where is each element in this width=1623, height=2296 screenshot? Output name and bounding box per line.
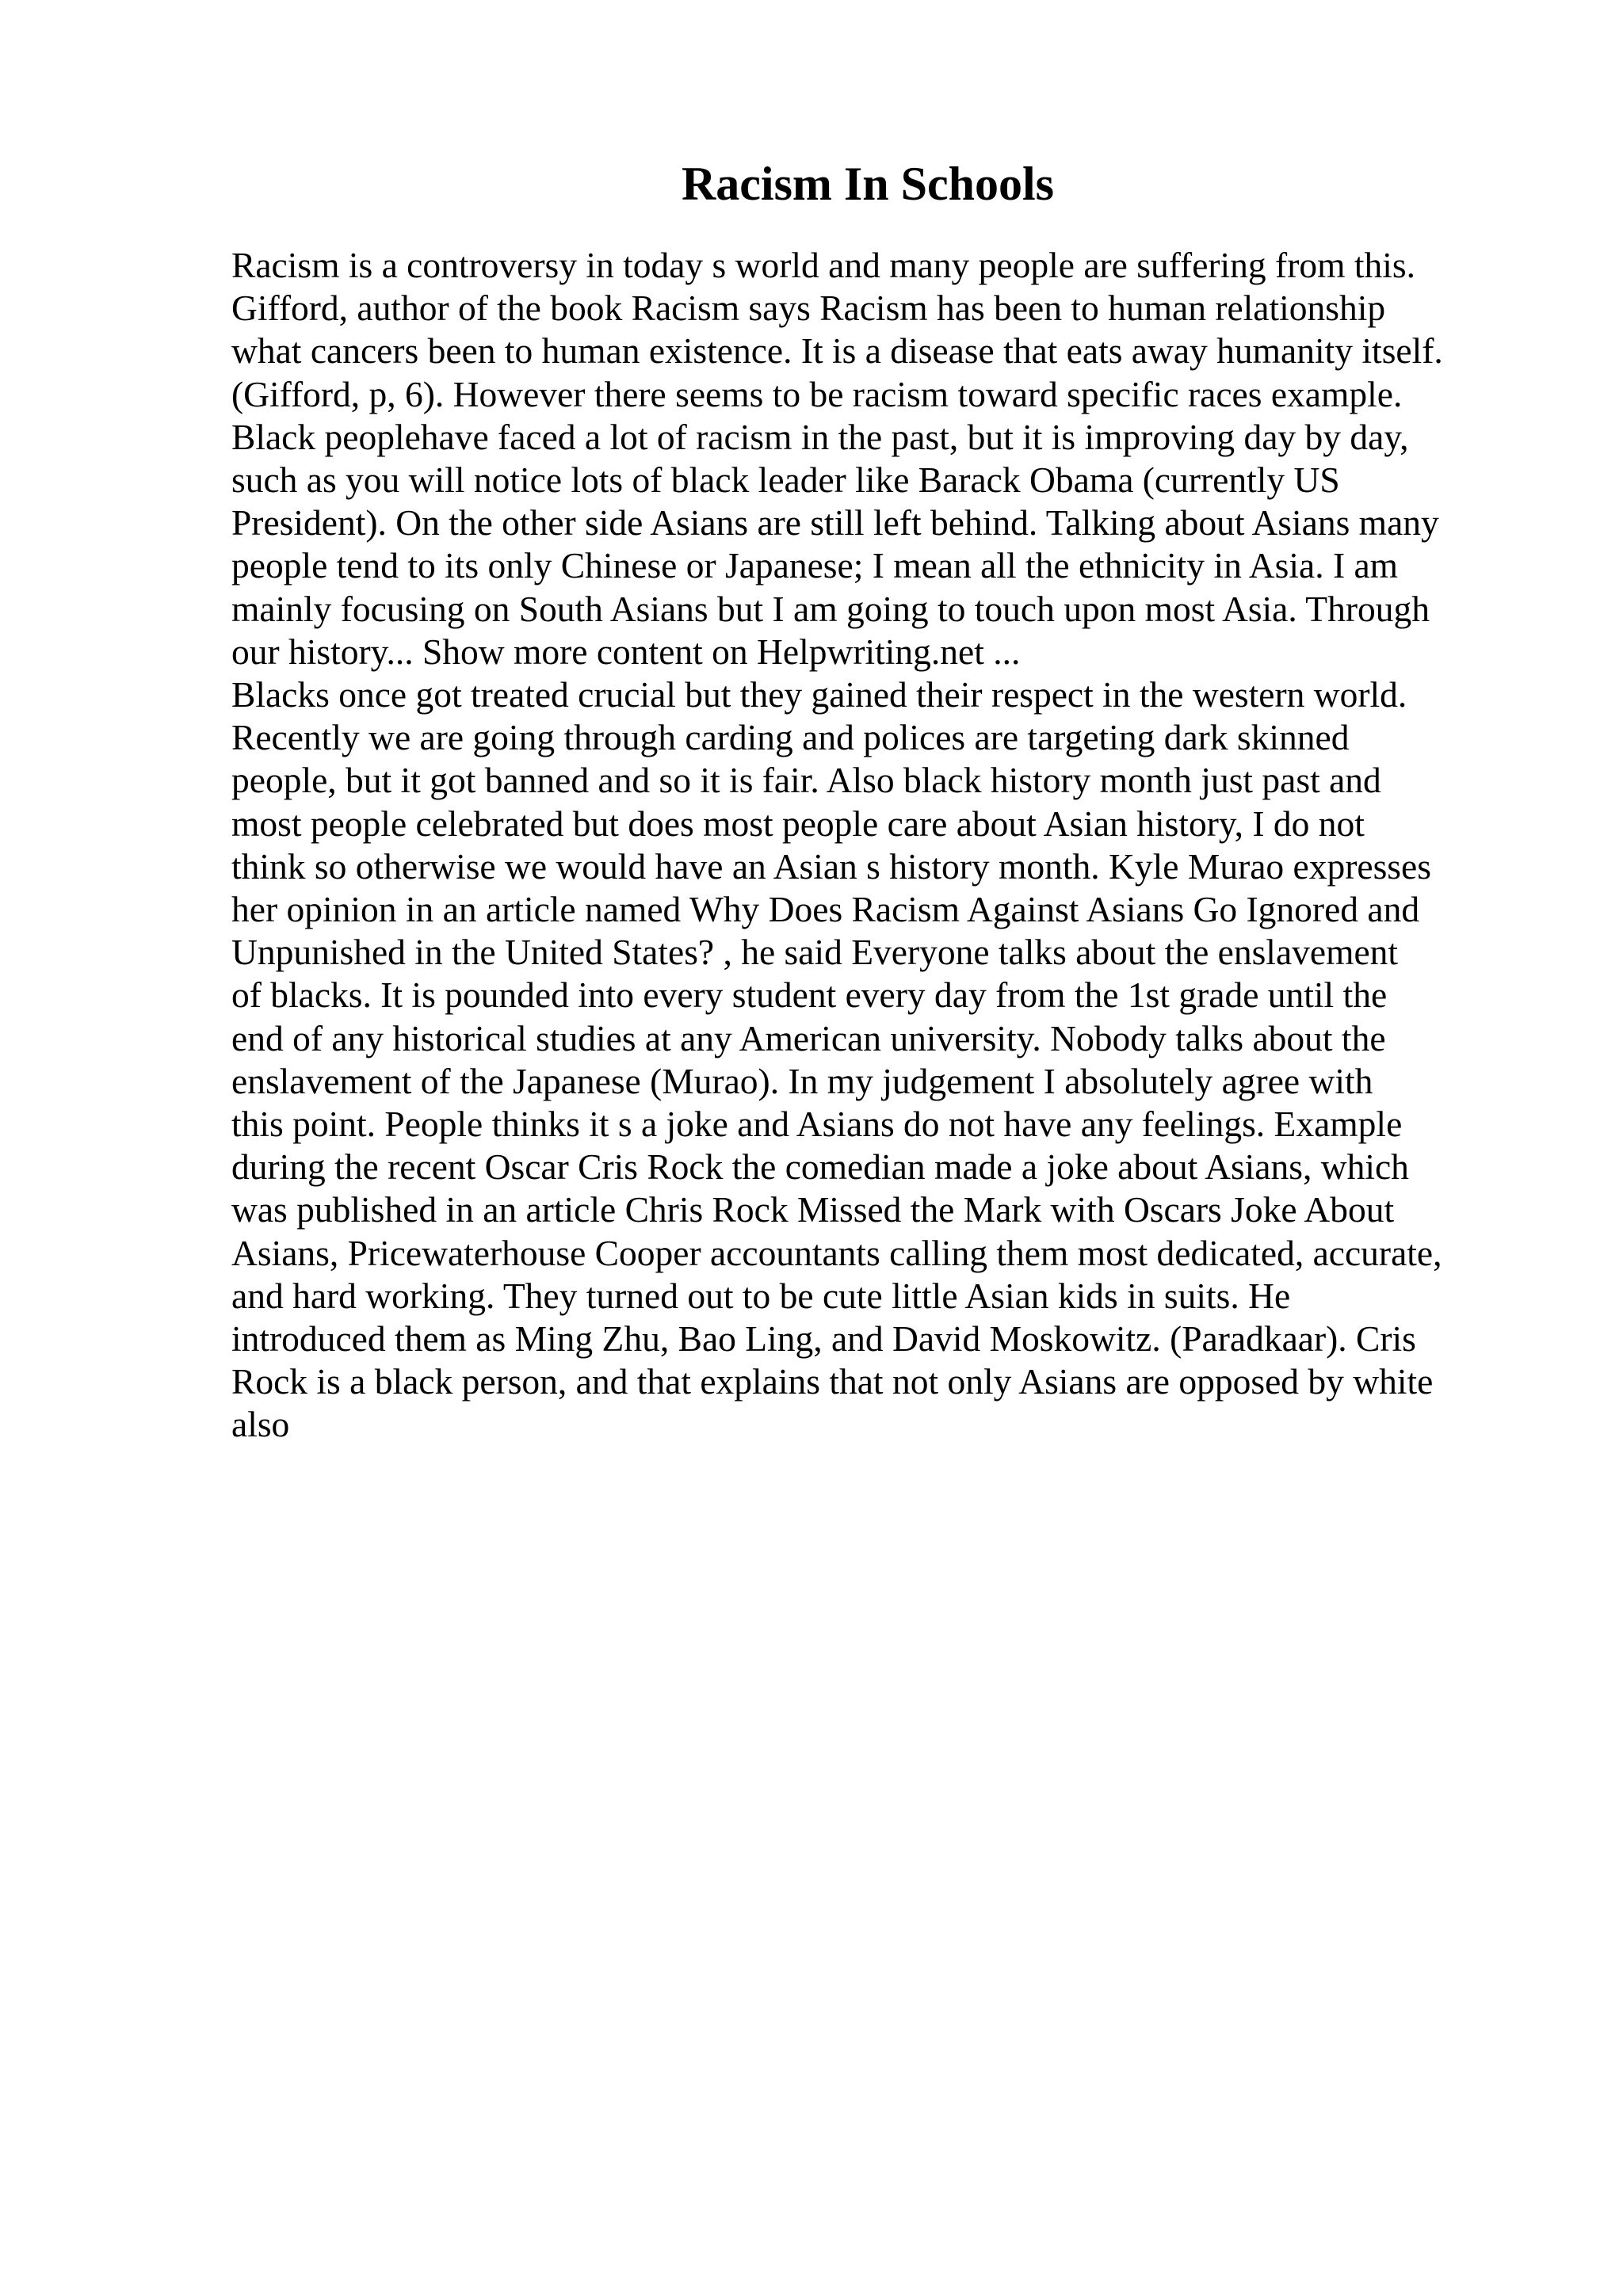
text-line: people tend to its only Chinese or Japanese; I mean all the ethnicity in Asia. I am [231, 545, 1399, 586]
text-line: people, but it got banned and so it is fair. Also black history month just past and [231, 760, 1381, 801]
text-line: Recently we are going through carding and polices are targeting dark skinned [231, 717, 1350, 758]
text-line: Rock is a black person, and that explains that not only Asians are opposed by white [231, 1361, 1434, 1402]
text-line: during the recent Oscar Cris Rock the comedian made a joke about Asians, which [231, 1146, 1409, 1188]
text-line: Racism is a controversy in today s world and many people are suffering from this. [231, 245, 1415, 285]
text-line: mainly focusing on South Asians but I am going to touch upon most Asia. Through [231, 588, 1430, 629]
text-line: this point. People thinks it s a joke and Asians do not have any feelings. Example [231, 1104, 1403, 1145]
text-line: of blacks. It is pounded into every student every day from the 1st grade until the [231, 974, 1388, 1016]
text-line: such as you will notice lots of black leader like Barack Obama (currently US [231, 460, 1340, 501]
text-line: what cancers been to human existence. It is a disease that eats away humanity itself. [231, 330, 1443, 372]
text-line: also [231, 1404, 290, 1445]
text-line: our history... Show more content on Helpwriting.net ... [231, 631, 1021, 672]
text-line: President). On the other side Asians are still left behind. Talking about Asians many [231, 502, 1439, 543]
text-line: think so otherwise we would have an Asian s history month. Kyle Murao expresses [231, 845, 1431, 887]
text-line: Black peoplehave faced a lot of racism in the past, but it is improving day by day, [231, 416, 1409, 457]
text-line: Unpunished in the United States? , he said Everyone talks about the enslavement [231, 932, 1399, 973]
text-line: (Gifford, p, 6). However there seems to be racism toward specific races example. [231, 373, 1403, 414]
text-line: most people celebrated but does most people care about Asian history, I do not [231, 803, 1365, 844]
text-line: was published in an article Chris Rock Missed the Mark with Oscars Joke About [231, 1189, 1395, 1230]
page-title: Racism In Schools [681, 158, 1055, 210]
text-line: and hard working. They turned out to be cute little Asian kids in suits. He [231, 1275, 1291, 1316]
text-line: enslavement of the Japanese (Murao). In my judgement I absolutely agree with [231, 1060, 1373, 1101]
body-text [231, 244, 1499, 1447]
text-line: end of any historical studies at any American university. Nobody talks about the [231, 1017, 1386, 1058]
text-line: introduced them as Ming Zhu, Bao Ling, and David Moskowitz. (Paradkaar). Cris [231, 1318, 1416, 1360]
text-line: Asians, Pricewaterhouse Cooper accountants calling them most dedicated, accurate, [231, 1232, 1442, 1273]
text-line: Blacks once got treated crucial but they gained their respect in the western world. [231, 674, 1407, 715]
text-line: Gifford, author of the book Racism says Racism has been to human relationship [231, 288, 1386, 329]
text-line: her opinion in an article named Why Does Racism Against Asians Go Ignored and [231, 889, 1420, 930]
